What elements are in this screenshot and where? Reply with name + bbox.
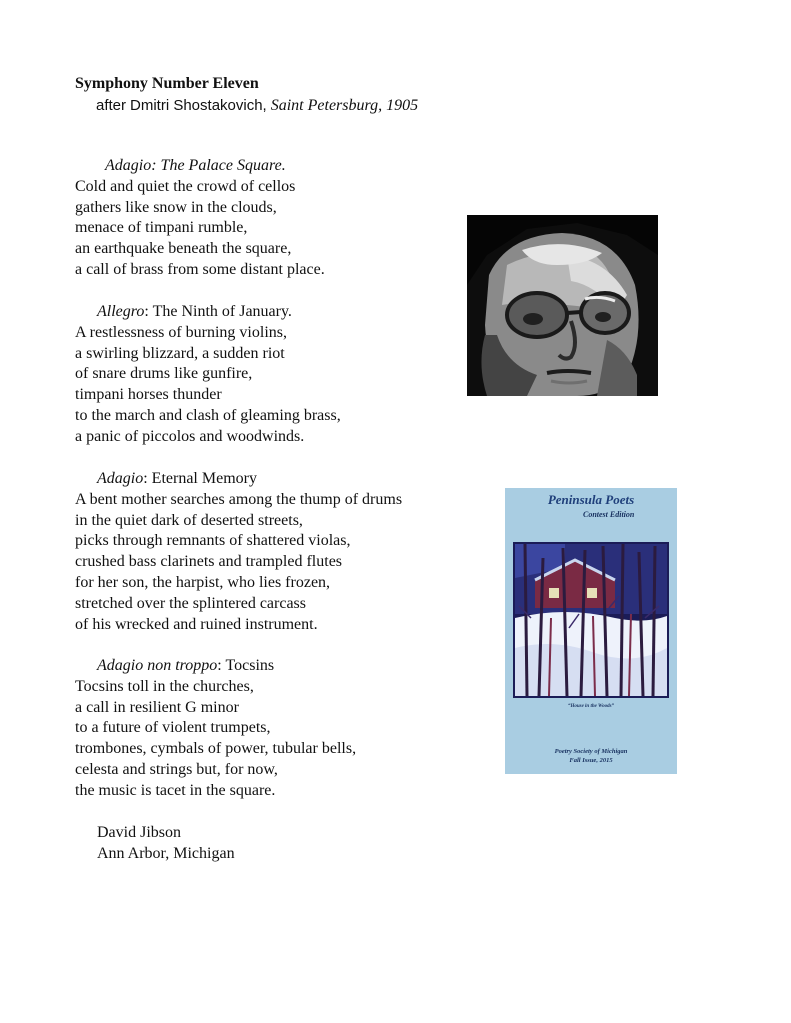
poem-line: for her son, the harpist, who lies frozen, (75, 573, 331, 591)
poem-line: a panic of piccolos and woodwinds. (75, 427, 305, 445)
movement-subtitle: : The Ninth of January. (144, 303, 292, 320)
poem-subtitle (96, 95, 418, 116)
movement-name: Adagio non troppo (97, 657, 218, 674)
stanza-4 (75, 656, 356, 802)
poem-line: menace of timpani rumble, (75, 219, 248, 237)
poem-line: to a future of violent trumpets, (75, 719, 271, 737)
poem-line: of snare drums like gunfire, (75, 365, 253, 383)
poem-title: Symphony Number Eleven (75, 75, 259, 92)
subtitle-work: Saint Petersburg, 1905 (270, 97, 419, 114)
author-location: Ann Arbor, Michigan (97, 845, 235, 862)
movement-name: Adagio (97, 470, 144, 487)
cover-artwork-image (505, 488, 677, 774)
stanza-3 (75, 469, 402, 635)
cover-issue: Fall Issue, 2015 (569, 757, 613, 764)
poem-line: stretched over the splintered carcass (75, 594, 307, 612)
subtitle-composer: Dmitri Shostakovich, (130, 97, 267, 114)
stanza-2 (75, 302, 341, 448)
poem-line: a call in resilient G minor (75, 698, 239, 716)
poem-line: in the quiet dark of deserted streets, (75, 511, 303, 529)
composer-portrait-image (467, 215, 658, 396)
poem-line: the music is tacet in the square. (75, 781, 276, 799)
magazine-cover (505, 488, 677, 774)
movement-subtitle: : Tocsins (217, 657, 275, 674)
poem-line: to the march and clash of gleaming brass, (75, 406, 341, 424)
poem-line: A restlessness of burning violins, (75, 323, 287, 341)
stanza-heading (75, 469, 402, 490)
stanza-heading (75, 156, 325, 177)
poem-line: Tocsins toll in the churches, (75, 677, 254, 695)
cover-title: Peninsula Poets (547, 492, 635, 507)
poem-line: trombones, cymbals of power, tubular bells, (75, 740, 357, 758)
movement-name: Adagio: The Palace Square. (105, 157, 286, 174)
poem-line: of his wrecked and ruined instrument. (75, 615, 318, 633)
poem-line: timpani horses thunder (75, 386, 222, 404)
stanza-heading (75, 656, 356, 677)
cover-edition: Contest Edition (583, 510, 635, 519)
poem-line: a call of brass from some distant place. (75, 260, 325, 278)
poem-line: an earthquake beneath the square, (75, 240, 292, 258)
movement-subtitle: : Eternal Memory (143, 470, 257, 487)
poem-line: gathers like snow in the clouds, (75, 198, 277, 216)
subtitle-after: after (96, 97, 127, 114)
stanza-1 (75, 156, 325, 281)
poem-line: picks through remnants of shattered violas, (75, 532, 351, 550)
cover-publisher: Poetry Society of Michigan (554, 748, 628, 755)
stanza-heading (75, 302, 341, 323)
poem-line: celesta and strings but, for now, (75, 760, 278, 778)
poem-line: crushed bass clarinets and trampled flutes (75, 553, 343, 571)
author-name: David Jibson (97, 824, 181, 841)
cover-caption: “House in the Woods” (567, 704, 615, 709)
poem-line: Cold and quiet the crowd of cellos (75, 177, 296, 195)
poem-line: a swirling blizzard, a sudden riot (75, 344, 285, 362)
signature-block (97, 822, 235, 864)
poem-line: A bent mother searches among the thump of drums (75, 490, 403, 508)
movement-name: Allegro (97, 303, 145, 320)
